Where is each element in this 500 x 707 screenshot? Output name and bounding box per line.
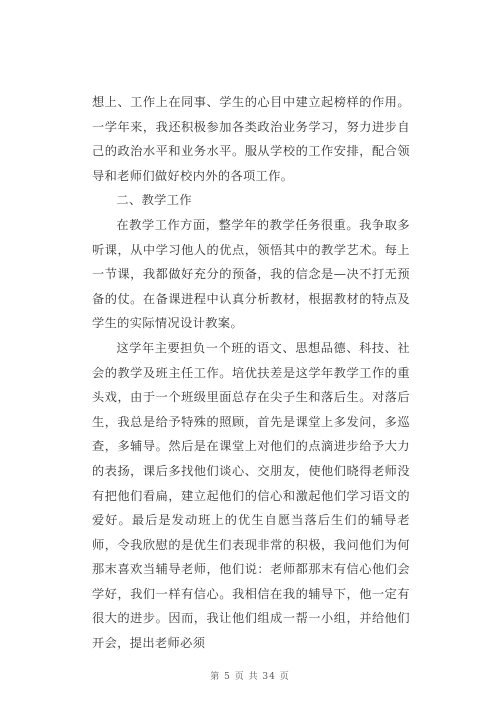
page-number-footer: 第 5 页 共 34 页 bbox=[210, 672, 290, 682]
section-heading: 二、教学工作 bbox=[116, 193, 192, 208]
paragraph-continued: 想上、工作上在同事、学生的心目中建立起榜样的作用。一学年来，我还积极参加各类政治业务学习，努力进步自己的政治水平和业务水平。服从学校的工作安排，配合领导和老师们做好校内外的各项工作。 bbox=[92, 95, 410, 183]
paragraph-teaching-overview: 在教学工作方面，整学年的教学任务很重。我争取多听课，从中学习他人的优点，领悟其中的教学艺术。每上一节课，我都做好充分的预备，我的信念是—决不打无预备的仗。在备课进程中认真分析教材，根据教材的特点及学生的实际情况设计教案。 bbox=[92, 217, 410, 331]
document-body bbox=[92, 90, 410, 656]
paragraph-class-work: 这学年主要担负一个班的语文、思想品德、科技、社会的教学及班主任工作。培优扶差是这学年教学工作的重头戏，由于一个班级里面总存在尖子生和落后生。对落后生，我总是给予特殊的照顾，首先是课堂上多发问，多巡查，多辅导。然后是在课堂上对他们的点滴进步给予大力的表扬，课后多找他们谈心、交朋友，使他们晓得老师没有把他们看扁，建立起他们的信心和激起他们学习语文的爱好。最后是发动班上的优生自愿当落后生们的辅导老师，令我欣慰的是优生们表现非常的积极，我问他们为何那末喜欢当辅导老师，他们说：老师都那末有信心他们会学好，我们一样有信心。我相信在我的辅导下，他一定有很大的进步。因而，我让他们组成一帮一小组，并给他们开会，提出老师必须 bbox=[92, 340, 410, 651]
